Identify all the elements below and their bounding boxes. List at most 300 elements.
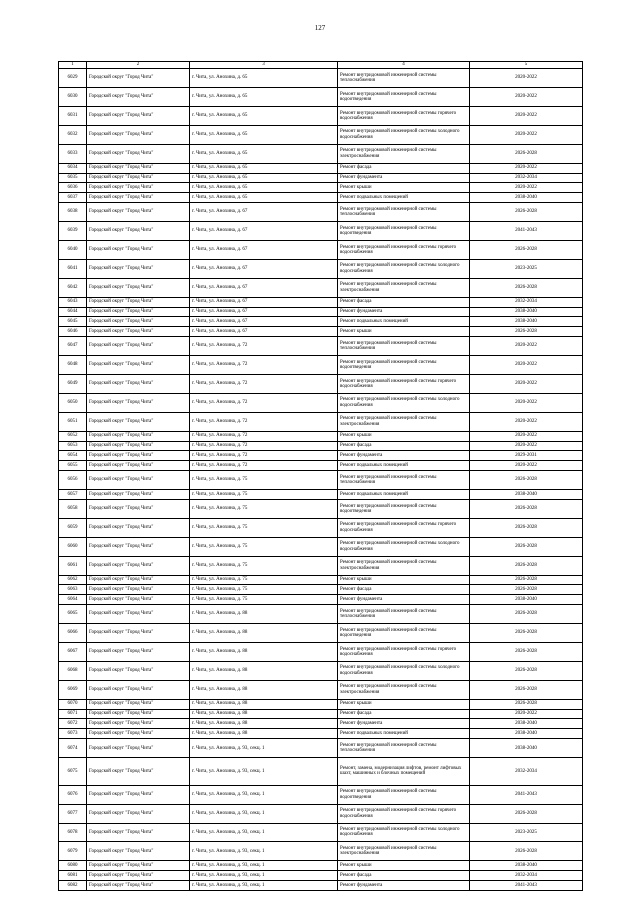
table-row <box>59 861 583 871</box>
row-number-cell: 6046 <box>59 327 87 337</box>
table-row <box>59 537 583 556</box>
address-cell: г. Чита, ул. Анохина, д. 93, секц. 1 <box>190 758 338 786</box>
table-row <box>59 69 583 88</box>
work-type-cell: Ремонт внутридомовой инженерной системы водоотведения <box>338 356 470 375</box>
municipality-cell: Городской округ "Город Чита" <box>87 785 190 804</box>
address-cell: г. Чита, ул. Анохина, д. 88 <box>190 680 338 699</box>
municipality-cell: Городской округ "Город Чита" <box>87 317 190 327</box>
municipality-cell: Городской округ "Город Чита" <box>87 88 190 107</box>
table-row <box>59 709 583 719</box>
work-type-cell: Ремонт внутридомовой инженерной системы водоотведения <box>338 624 470 643</box>
address-cell: г. Чита, ул. Анохина, д. 93, секц. 1 <box>190 739 338 758</box>
address-cell: г. Чита, ул. Анохина, д. 72 <box>190 412 338 431</box>
address-cell: г. Чита, ул. Анохина, д. 72 <box>190 375 338 394</box>
work-type-cell: Ремонт внутридомовой инженерной системы холодного водоснабжения <box>338 393 470 412</box>
municipality-cell: Городской округ "Город Чита" <box>87 680 190 699</box>
row-number-cell: 6066 <box>59 624 87 643</box>
period-cell: 2020-2022 <box>470 356 583 375</box>
address-cell: г. Чита, ул. Анохина, д. 88 <box>190 699 338 709</box>
row-number-cell: 6040 <box>59 240 87 259</box>
table-row <box>59 259 583 278</box>
address-cell: г. Чита, ул. Анохина, д. 72 <box>190 451 338 461</box>
table-row <box>59 729 583 739</box>
row-number-cell: 6063 <box>59 585 87 595</box>
address-cell: г. Чита, ул. Анохина, д. 65 <box>190 144 338 163</box>
period-cell: 2026-2028 <box>470 624 583 643</box>
municipality-cell: Городской округ "Город Чита" <box>87 871 190 881</box>
period-cell: 2026-2028 <box>470 471 583 490</box>
municipality-cell: Городской округ "Город Чита" <box>87 337 190 356</box>
table-row <box>59 585 583 595</box>
address-cell: г. Чита, ул. Анохина, д. 65 <box>190 183 338 193</box>
table-row <box>59 240 583 259</box>
table-row <box>59 451 583 461</box>
period-cell: 2038-2040 <box>470 317 583 327</box>
work-type-cell: Ремонт внутридомовой инженерной системы электроснабжения <box>338 412 470 431</box>
column-header: 5 <box>470 62 583 69</box>
table-row <box>59 163 583 173</box>
work-type-cell: Ремонт крыши <box>338 327 470 337</box>
work-type-cell: Ремонт фасада <box>338 163 470 173</box>
municipality-cell: Городской округ "Город Чита" <box>87 500 190 519</box>
municipality-cell: Городской округ "Город Чита" <box>87 106 190 125</box>
period-cell: 2026-2028 <box>470 680 583 699</box>
period-cell: 2026-2028 <box>470 661 583 680</box>
municipality-cell: Городской округ "Город Чита" <box>87 203 190 222</box>
period-cell: 2026-2028 <box>470 537 583 556</box>
period-cell: 2026-2028 <box>470 556 583 575</box>
table-row <box>59 595 583 605</box>
address-cell: г. Чита, ул. Анохина, д. 88 <box>190 719 338 729</box>
work-type-cell: Ремонт фасада <box>338 441 470 451</box>
row-number-cell: 6057 <box>59 490 87 500</box>
column-header: 4 <box>338 62 470 69</box>
work-type-cell: Ремонт внутридомовой инженерной системы теплоснабжения <box>338 605 470 624</box>
row-number-cell: 6038 <box>59 203 87 222</box>
municipality-cell: Городской округ "Город Чита" <box>87 222 190 241</box>
period-cell: 2020-2022 <box>470 69 583 88</box>
table-row <box>59 804 583 823</box>
address-cell: г. Чита, ул. Анохина, д. 67 <box>190 278 338 297</box>
period-cell: 2020-2022 <box>470 88 583 107</box>
municipality-cell: Городской округ "Город Чита" <box>87 327 190 337</box>
row-number-cell: 6051 <box>59 412 87 431</box>
table-row <box>59 719 583 729</box>
table-row <box>59 842 583 861</box>
row-number-cell: 6056 <box>59 471 87 490</box>
table-row <box>59 605 583 624</box>
table-row <box>59 739 583 758</box>
work-type-cell: Ремонт внутридомовой инженерной системы электроснабжения <box>338 556 470 575</box>
period-cell: 2026-2028 <box>470 699 583 709</box>
column-header: 1 <box>59 62 87 69</box>
municipality-cell: Городской округ "Город Чита" <box>87 412 190 431</box>
address-cell: г. Чита, ул. Анохина, д. 88 <box>190 624 338 643</box>
table-row <box>59 575 583 585</box>
municipality-cell: Городской округ "Город Чита" <box>87 441 190 451</box>
municipality-cell: Городской округ "Город Чита" <box>87 297 190 307</box>
work-type-cell: Ремонт внутридомовой инженерной системы теплоснабжения <box>338 471 470 490</box>
period-cell: 2032-2034 <box>470 758 583 786</box>
table-row <box>59 375 583 394</box>
row-number-cell: 6078 <box>59 823 87 842</box>
row-number-cell: 6076 <box>59 785 87 804</box>
address-cell: г. Чита, ул. Анохина, д. 67 <box>190 307 338 317</box>
work-type-cell: Ремонт внутридомовой инженерной системы горячего водоснабжения <box>338 804 470 823</box>
work-type-cell: Ремонт внутридомовой инженерной системы электроснабжения <box>338 680 470 699</box>
work-type-cell: Ремонт фундамента <box>338 719 470 729</box>
municipality-cell: Городской округ "Город Чита" <box>87 585 190 595</box>
period-cell: 2020-2022 <box>470 393 583 412</box>
period-cell: 2020-2022 <box>470 163 583 173</box>
municipality-cell: Городской округ "Город Чита" <box>87 804 190 823</box>
table-row <box>59 490 583 500</box>
municipality-cell: Городской округ "Город Чита" <box>87 537 190 556</box>
period-cell: 2038-2040 <box>470 739 583 758</box>
table-row <box>59 871 583 881</box>
municipality-cell: Городской округ "Город Чита" <box>87 729 190 739</box>
row-number-cell: 6042 <box>59 278 87 297</box>
work-type-cell: Ремонт внутридомовой инженерной системы теплоснабжения <box>338 337 470 356</box>
table-row <box>59 441 583 451</box>
address-cell: г. Чита, ул. Анохина, д. 65 <box>190 173 338 183</box>
table-row <box>59 556 583 575</box>
work-type-cell: Ремонт внутридомовой инженерной системы холодного водоснабжения <box>338 537 470 556</box>
period-cell: 2020-2022 <box>470 183 583 193</box>
address-cell: г. Чита, ул. Анохина, д. 75 <box>190 490 338 500</box>
period-cell: 2041-2043 <box>470 222 583 241</box>
table-row <box>59 661 583 680</box>
work-type-cell: Ремонт внутридомовой инженерной системы водоотведения <box>338 222 470 241</box>
work-type-cell: Ремонт фасада <box>338 871 470 881</box>
capital-repair-table <box>58 61 583 891</box>
address-cell: г. Чита, ул. Анохина, д. 75 <box>190 595 338 605</box>
work-type-cell: Ремонт внутридомовой инженерной системы водоотведения <box>338 88 470 107</box>
table-row <box>59 297 583 307</box>
row-number-cell: 6077 <box>59 804 87 823</box>
municipality-cell: Городской округ "Город Чита" <box>87 173 190 183</box>
period-cell: 2041-2043 <box>470 881 583 891</box>
municipality-cell: Городской округ "Город Чита" <box>87 431 190 441</box>
table-row <box>59 461 583 471</box>
address-cell: г. Чита, ул. Анохина, д. 67 <box>190 259 338 278</box>
period-cell: 2023-2025 <box>470 823 583 842</box>
address-cell: г. Чита, ул. Анохина, д. 65 <box>190 163 338 173</box>
table-row <box>59 680 583 699</box>
table-row <box>59 88 583 107</box>
period-cell: 2032-2034 <box>470 173 583 183</box>
row-number-cell: 6039 <box>59 222 87 241</box>
row-number-cell: 6034 <box>59 163 87 173</box>
municipality-cell: Городской округ "Город Чита" <box>87 307 190 317</box>
period-cell: 2026-2028 <box>470 500 583 519</box>
work-type-cell: Ремонт крыши <box>338 183 470 193</box>
table-row <box>59 193 583 203</box>
period-cell: 2026-2028 <box>470 278 583 297</box>
work-type-cell: Ремонт внутридомовой инженерной системы теплоснабжения <box>338 203 470 222</box>
row-number-cell: 6036 <box>59 183 87 193</box>
work-type-cell: Ремонт крыши <box>338 575 470 585</box>
municipality-cell: Городской округ "Город Чита" <box>87 240 190 259</box>
table-row <box>59 471 583 490</box>
work-type-cell: Ремонт внутридомовой инженерной системы холодного водоснабжения <box>338 259 470 278</box>
address-cell: г. Чита, ул. Анохина, д. 93, секц. 1 <box>190 881 338 891</box>
address-cell: г. Чита, ул. Анохина, д. 88 <box>190 643 338 662</box>
address-cell: г. Чита, ул. Анохина, д. 88 <box>190 661 338 680</box>
table-row <box>59 518 583 537</box>
period-cell: 2026-2028 <box>470 327 583 337</box>
row-number-cell: 6070 <box>59 699 87 709</box>
row-number-cell: 6052 <box>59 431 87 441</box>
address-cell: г. Чита, ул. Анохина, д. 67 <box>190 240 338 259</box>
row-number-cell: 6047 <box>59 337 87 356</box>
row-number-cell: 6067 <box>59 643 87 662</box>
table-body <box>59 62 583 891</box>
period-cell: 2020-2022 <box>470 431 583 441</box>
municipality-cell: Городской округ "Город Чита" <box>87 393 190 412</box>
period-cell: 2038-2040 <box>470 193 583 203</box>
address-cell: г. Чита, ул. Анохина, д. 67 <box>190 297 338 307</box>
row-number-cell: 6080 <box>59 861 87 871</box>
period-cell: 2020-2022 <box>470 125 583 144</box>
row-number-cell: 6058 <box>59 500 87 519</box>
address-cell: г. Чита, ул. Анохина, д. 72 <box>190 461 338 471</box>
row-number-cell: 6068 <box>59 661 87 680</box>
table-row <box>59 125 583 144</box>
address-cell: г. Чита, ул. Анохина, д. 72 <box>190 431 338 441</box>
work-type-cell: Ремонт внутридомовой инженерной системы горячего водоснабжения <box>338 375 470 394</box>
address-cell: г. Чита, ул. Анохина, д. 65 <box>190 69 338 88</box>
address-cell: г. Чита, ул. Анохина, д. 67 <box>190 203 338 222</box>
municipality-cell: Городской округ "Город Чита" <box>87 556 190 575</box>
work-type-cell: Ремонт фасада <box>338 709 470 719</box>
period-cell: 2038-2040 <box>470 729 583 739</box>
work-type-cell: Ремонт фундамента <box>338 595 470 605</box>
row-number-cell: 6073 <box>59 729 87 739</box>
table-row <box>59 758 583 786</box>
period-cell: 2026-2028 <box>470 585 583 595</box>
municipality-cell: Городской округ "Город Чита" <box>87 375 190 394</box>
period-cell: 2020-2022 <box>470 375 583 394</box>
municipality-cell: Городской округ "Город Чита" <box>87 490 190 500</box>
municipality-cell: Городской округ "Город Чита" <box>87 595 190 605</box>
table-row <box>59 823 583 842</box>
work-type-cell: Ремонт внутридомовой инженерной системы холодного водоснабжения <box>338 823 470 842</box>
municipality-cell: Городской округ "Город Чита" <box>87 823 190 842</box>
work-type-cell: Ремонт фасада <box>338 297 470 307</box>
row-number-cell: 6075 <box>59 758 87 786</box>
work-type-cell: Ремонт фундамента <box>338 173 470 183</box>
period-cell: 2032-2034 <box>470 297 583 307</box>
address-cell: г. Чита, ул. Анохина, д. 75 <box>190 500 338 519</box>
address-cell: г. Чита, ул. Анохина, д. 75 <box>190 556 338 575</box>
municipality-cell: Городской округ "Город Чита" <box>87 861 190 871</box>
municipality-cell: Городской округ "Город Чита" <box>87 451 190 461</box>
address-cell: г. Чита, ул. Анохина, д. 65 <box>190 106 338 125</box>
address-cell: г. Чита, ул. Анохина, д. 93, секц. 1 <box>190 871 338 881</box>
column-header: 2 <box>87 62 190 69</box>
period-cell: 2026-2028 <box>470 605 583 624</box>
municipality-cell: Городской округ "Город Чита" <box>87 661 190 680</box>
row-number-cell: 6048 <box>59 356 87 375</box>
work-type-cell: Ремонт внутридомовой инженерной системы теплоснабжения <box>338 69 470 88</box>
period-cell: 2026-2028 <box>470 518 583 537</box>
row-number-cell: 6045 <box>59 317 87 327</box>
work-type-cell: Ремонт крыши <box>338 699 470 709</box>
municipality-cell: Городской округ "Город Чита" <box>87 461 190 471</box>
table-row <box>59 643 583 662</box>
row-number-cell: 6035 <box>59 173 87 183</box>
period-cell: 2041-2043 <box>470 785 583 804</box>
row-number-cell: 6082 <box>59 881 87 891</box>
address-cell: г. Чита, ул. Анохина, д. 72 <box>190 356 338 375</box>
address-cell: г. Чита, ул. Анохина, д. 67 <box>190 327 338 337</box>
address-cell: г. Чита, ул. Анохина, д. 93, секц. 1 <box>190 842 338 861</box>
row-number-cell: 6074 <box>59 739 87 758</box>
address-cell: г. Чита, ул. Анохина, д. 67 <box>190 317 338 327</box>
work-type-cell: Ремонт внутридомовой инженерной системы водоотведения <box>338 785 470 804</box>
work-type-cell: Ремонт внутридомовой инженерной системы водоотведения <box>338 500 470 519</box>
page-number: 127 <box>314 24 326 32</box>
municipality-cell: Городской округ "Город Чита" <box>87 471 190 490</box>
work-type-cell: Ремонт крыши <box>338 861 470 871</box>
work-type-cell: Ремонт крыши <box>338 431 470 441</box>
work-type-cell: Ремонт фундамента <box>338 451 470 461</box>
work-type-cell: Ремонт подвальных помещений <box>338 729 470 739</box>
municipality-cell: Городской округ "Город Чита" <box>87 163 190 173</box>
row-number-cell: 6071 <box>59 709 87 719</box>
table-row <box>59 881 583 891</box>
work-type-cell: Ремонт, замена, модернизация лифтов, ремонт лифтовых шахт, машинных и блочных помещений <box>338 758 470 786</box>
work-type-cell: Ремонт подвальных помещений <box>338 461 470 471</box>
column-header: 3 <box>190 62 338 69</box>
work-type-cell: Ремонт внутридомовой инженерной системы теплоснабжения <box>338 739 470 758</box>
work-type-cell: Ремонт внутридомовой инженерной системы холодного водоснабжения <box>338 125 470 144</box>
address-cell: г. Чита, ул. Анохина, д. 72 <box>190 337 338 356</box>
address-cell: г. Чита, ул. Анохина, д. 72 <box>190 393 338 412</box>
municipality-cell: Городской округ "Город Чита" <box>87 758 190 786</box>
row-number-cell: 6060 <box>59 537 87 556</box>
table-row <box>59 203 583 222</box>
period-cell: 2020-2022 <box>470 106 583 125</box>
work-type-cell: Ремонт внутридомовой инженерной системы горячего водоснабжения <box>338 643 470 662</box>
period-cell: 2038-2040 <box>470 595 583 605</box>
work-type-cell: Ремонт внутридомовой инженерной системы холодного водоснабжения <box>338 661 470 680</box>
address-cell: г. Чита, ул. Анохина, д. 72 <box>190 441 338 451</box>
work-type-cell: Ремонт фундамента <box>338 307 470 317</box>
period-cell: 2029-2031 <box>470 451 583 461</box>
row-number-cell: 6033 <box>59 144 87 163</box>
row-number-cell: 6069 <box>59 680 87 699</box>
table-row <box>59 356 583 375</box>
period-cell: 2026-2028 <box>470 643 583 662</box>
municipality-cell: Городской округ "Город Чита" <box>87 699 190 709</box>
work-type-cell: Ремонт внутридомовой инженерной системы электроснабжения <box>338 842 470 861</box>
period-cell: 2026-2028 <box>470 203 583 222</box>
period-cell: 2038-2040 <box>470 307 583 317</box>
row-number-cell: 6064 <box>59 595 87 605</box>
municipality-cell: Городской округ "Город Чита" <box>87 881 190 891</box>
municipality-cell: Городской округ "Город Чита" <box>87 183 190 193</box>
row-number-cell: 6030 <box>59 88 87 107</box>
work-type-cell: Ремонт подвальных помещений <box>338 317 470 327</box>
work-type-cell: Ремонт внутридомовой инженерной системы электроснабжения <box>338 144 470 163</box>
row-number-cell: 6037 <box>59 193 87 203</box>
address-cell: г. Чита, ул. Анохина, д. 93, секц. 1 <box>190 823 338 842</box>
row-number-cell: 6055 <box>59 461 87 471</box>
address-cell: г. Чита, ул. Анохина, д. 88 <box>190 605 338 624</box>
work-type-cell: Ремонт внутридомовой инженерной системы электроснабжения <box>338 278 470 297</box>
period-cell: 2023-2025 <box>470 259 583 278</box>
period-cell: 2020-2022 <box>470 441 583 451</box>
table-row <box>59 699 583 709</box>
municipality-cell: Городской округ "Город Чита" <box>87 709 190 719</box>
municipality-cell: Городской округ "Город Чита" <box>87 575 190 585</box>
table-row <box>59 624 583 643</box>
address-cell: г. Чита, ул. Анохина, д. 75 <box>190 518 338 537</box>
address-cell: г. Чита, ул. Анохина, д. 93, секц. 1 <box>190 861 338 871</box>
row-number-cell: 6041 <box>59 259 87 278</box>
table-row <box>59 431 583 441</box>
row-number-cell: 6032 <box>59 125 87 144</box>
municipality-cell: Городской округ "Город Чита" <box>87 624 190 643</box>
address-cell: г. Чита, ул. Анохина, д. 67 <box>190 222 338 241</box>
work-type-cell: Ремонт фундамента <box>338 881 470 891</box>
period-cell: 2020-2022 <box>470 412 583 431</box>
period-cell: 2038-2040 <box>470 490 583 500</box>
table-row <box>59 337 583 356</box>
row-number-cell: 6029 <box>59 69 87 88</box>
municipality-cell: Городской округ "Город Чита" <box>87 69 190 88</box>
row-number-cell: 6062 <box>59 575 87 585</box>
period-cell: 2032-2034 <box>470 871 583 881</box>
row-number-cell: 6053 <box>59 441 87 451</box>
address-cell: г. Чита, ул. Анохина, д. 65 <box>190 193 338 203</box>
period-cell: 2026-2028 <box>470 240 583 259</box>
address-cell: г. Чита, ул. Анохина, д. 88 <box>190 709 338 719</box>
municipality-cell: Городской округ "Город Чита" <box>87 739 190 758</box>
municipality-cell: Городской округ "Город Чита" <box>87 144 190 163</box>
address-cell: г. Чита, ул. Анохина, д. 75 <box>190 537 338 556</box>
municipality-cell: Городской округ "Город Чита" <box>87 643 190 662</box>
municipality-cell: Городской округ "Город Чита" <box>87 125 190 144</box>
table-row <box>59 183 583 193</box>
period-cell: 2020-2022 <box>470 337 583 356</box>
municipality-cell: Городской округ "Город Чита" <box>87 259 190 278</box>
period-cell: 2026-2028 <box>470 575 583 585</box>
address-cell: г. Чита, ул. Анохина, д. 93, секц. 1 <box>190 785 338 804</box>
row-number-cell: 6049 <box>59 375 87 394</box>
row-number-cell: 6065 <box>59 605 87 624</box>
row-number-cell: 6059 <box>59 518 87 537</box>
municipality-cell: Городской округ "Город Чита" <box>87 605 190 624</box>
period-cell: 2026-2028 <box>470 804 583 823</box>
period-cell: 2026-2028 <box>470 144 583 163</box>
table-row <box>59 500 583 519</box>
work-type-cell: Ремонт внутридомовой инженерной системы горячего водоснабжения <box>338 518 470 537</box>
table-row <box>59 173 583 183</box>
work-type-cell: Ремонт подвальных помещений <box>338 490 470 500</box>
municipality-cell: Городской округ "Город Чита" <box>87 278 190 297</box>
row-number-cell: 6081 <box>59 871 87 881</box>
municipality-cell: Городской округ "Город Чита" <box>87 719 190 729</box>
work-type-cell: Ремонт фасада <box>338 585 470 595</box>
row-number-cell: 6050 <box>59 393 87 412</box>
municipality-cell: Городской округ "Город Чита" <box>87 518 190 537</box>
address-cell: г. Чита, ул. Анохина, д. 75 <box>190 471 338 490</box>
address-cell: г. Чита, ул. Анохина, д. 65 <box>190 125 338 144</box>
table-row <box>59 317 583 327</box>
